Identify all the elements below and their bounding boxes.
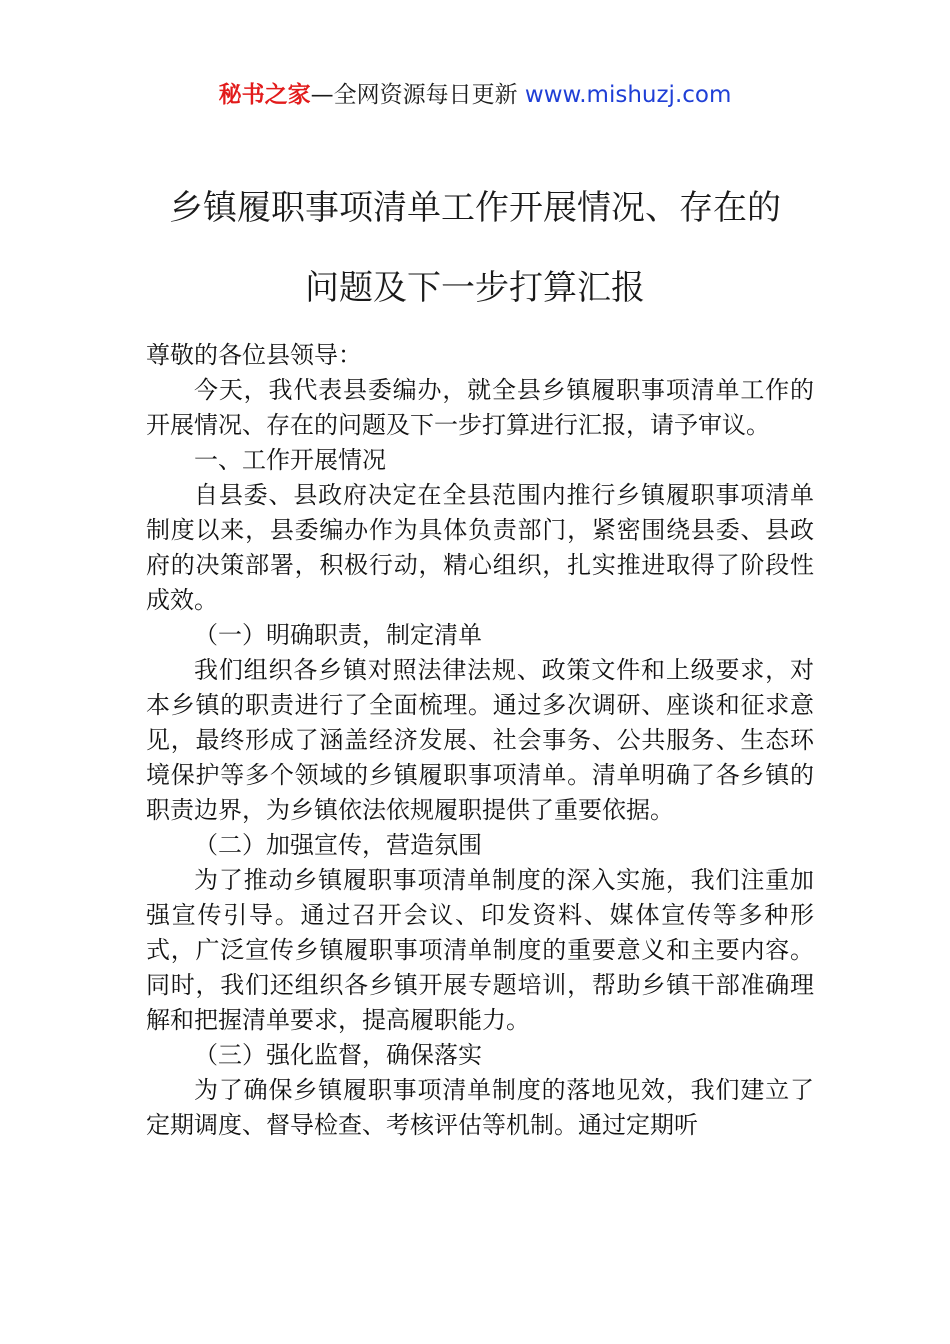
subsection-2-paragraph: 为了推动乡镇履职事项清单制度的深入实施，我们注重加强宣传引导。通过召开会议、印发资料、媒体宣传等多种形式，广泛宣传乡镇履职事项清单制度的重要意义和主要内容。同时，我们还组织各乡镇开展专题培训，帮助乡镇干部准确理解和把握清单要求，提高履职能力。 <box>146 866 814 1034</box>
site-url-link[interactable]: www.mishuzj.com <box>524 82 732 108</box>
subsection-1-paragraph: 我们组织各乡镇对照法律法规、政策文件和上级要求，对本乡镇的职责进行了全面梳理。通过多次调研、座谈和征求意见，最终形成了涵盖经济发展、社会事务、公共服务、生态环境保护等多个领域的乡镇履职事项清单。清单明确了各乡镇的职责边界，为乡镇依法依规履职提供了重要依据。 <box>146 656 814 824</box>
salutation: 尊敬的各位县领导： <box>146 341 362 369</box>
title-line-2: 问题及下一步打算汇报 <box>305 268 645 308</box>
section-1-paragraph: 自县委、县政府决定在全县范围内推行乡镇履职事项清单制度以来，县委编办作为具体负责部门，紧密围绕县委、县政府的决策部署，积极行动，精心组织，扎实推进取得了阶段性成效。 <box>146 481 814 614</box>
section-1-heading: 一、工作开展情况 <box>194 446 386 474</box>
site-tagline: —全网资源每日更新 <box>310 82 525 108</box>
document-title <box>100 168 850 328</box>
subsection-1-heading: （一）明确职责，制定清单 <box>194 621 482 649</box>
subsection-3-paragraph: 为了确保乡镇履职事项清单制度的落地见效，我们建立了定期调度、督导检查、考核评估等机制。通过定期听 <box>146 1076 814 1139</box>
subsection-2-heading: （二）加强宣传，营造氛围 <box>194 831 482 859</box>
site-brand: 秘书之家 <box>218 82 311 108</box>
subsection-3-heading: （三）强化监督，确保落实 <box>194 1041 482 1069</box>
document-body <box>146 338 814 1143</box>
title-line-1: 乡镇履职事项清单工作开展情况、存在的 <box>169 188 781 228</box>
site-header <box>0 78 950 112</box>
intro-paragraph: 今天，我代表县委编办，就全县乡镇履职事项清单工作的开展情况、存在的问题及下一步打算进行汇报，请予审议。 <box>146 376 814 439</box>
